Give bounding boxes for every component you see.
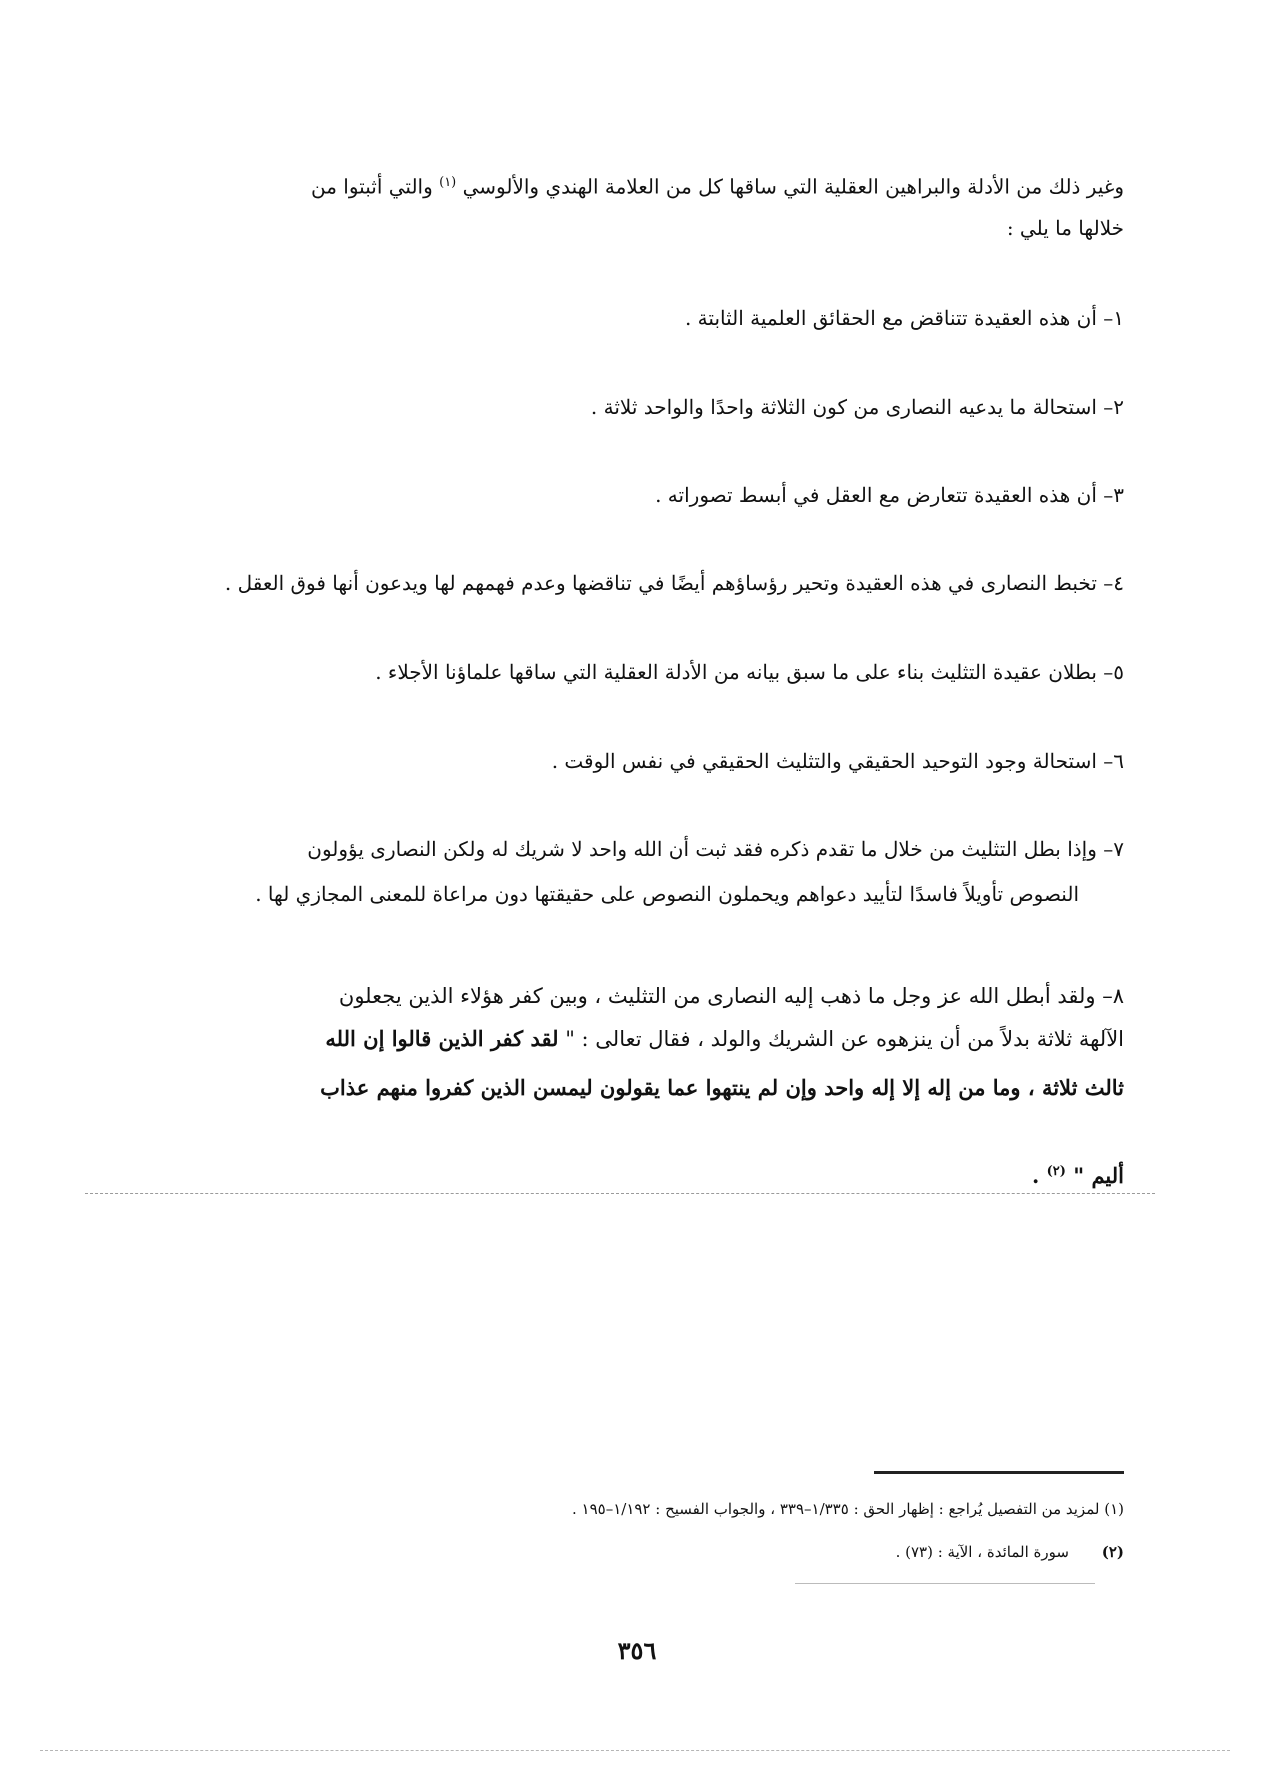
- footnote-2-text: سورة المائدة ، الآية : (٧٣) .: [895, 1543, 1069, 1561]
- quran-quote-start: لقد كفر الذين قالوا إن الله: [325, 1026, 559, 1051]
- footnote-ref-2: (٢): [1046, 1164, 1066, 1179]
- bottom-scan-dash: [40, 1750, 1230, 1751]
- footnote-1: (١) لمزيد من التفصيل يُراجع : إظهار الحق : ١/٣٣٥–٣٣٩ ، والجواب الفسيح : ١/١٩٢–١٩٥ .: [571, 1500, 1124, 1518]
- footnote-2-number: (٢): [1101, 1543, 1124, 1561]
- list-item-8-line-2: [325, 1024, 1124, 1054]
- list-item-6: ٦– استحالة وجود التوحيد الحقيقي والتثليث الحقيقي في نفس الوقت .: [551, 749, 1124, 773]
- list-item-7-line-2: النصوص تأويلاً فاسدًا لتأييد دعواهم ويحملون النصوص على حقيقتها دون مراعاة للمعنى المجازي لها .: [255, 882, 1079, 906]
- list-item-3: ٣– أن هذه العقيدة تتعارض مع العقل في أبسط تصوراته .: [655, 483, 1124, 507]
- list-item-4: ٤– تخبط النصارى في هذه العقيدة وتحير رؤساؤهم أيضًا في تناقضها وعدم فهمهم لها ويدعون أنها فوق العقل .: [224, 571, 1124, 595]
- intro-line-2: خلالها ما يلي :: [1006, 216, 1124, 240]
- page-number: ٣٥٦: [617, 1636, 657, 1665]
- intro-line-1: [311, 168, 1124, 202]
- intro-text: وغير ذلك من الأدلة والبراهين العقلية التي ساقها كل من العلامة الهندي والألوسي: [462, 174, 1124, 199]
- footnote-ref-1: (١): [439, 175, 457, 190]
- list-item-8-line-4: [1032, 1157, 1124, 1191]
- list-item-1: ١– أن هذه العقيدة تتناقض مع الحقائق العلمية الثابتة .: [684, 306, 1124, 330]
- quran-quote-end: أليم ": [1073, 1163, 1124, 1188]
- scan-line: [795, 1583, 1095, 1584]
- item-8-plain-text: الآلهة ثلاثة بدلاً من أن ينزهوه عن الشريك والولد ، فقال تعالى : ": [565, 1027, 1124, 1051]
- list-item-7-line-1: ٧– وإذا بطل التثليث من خلال ما تقدم ذكره فقد ثبت أن الله واحد لا شريك له ولكن النصارى يؤولون: [307, 837, 1124, 861]
- footnote-2: [896, 1541, 1124, 1563]
- list-item-8-line-3: ثالث ثلاثة ، وما من إله إلا إله واحد وإن لم ينتهوا عما يقولون ليمسن الذين كفروا منهم عذاب: [320, 1075, 1124, 1100]
- scan-dash-divider: [85, 1193, 1155, 1194]
- footnote-separator: [874, 1471, 1124, 1474]
- sentence-end: .: [1031, 1163, 1040, 1188]
- list-item-8-line-1: ٨– ولقد أبطل الله عز وجل ما ذهب إليه النصارى من التثليث ، وبين كفر هؤلاء الذين يجعلون: [338, 984, 1124, 1008]
- intro-text-end: والتي أثبتوا من: [311, 174, 433, 199]
- list-item-5: ٥– بطلان عقيدة التثليث بناء على ما سبق بيانه من الأدلة العقلية التي ساقها علماؤنا الأجلاء .: [375, 660, 1124, 684]
- list-item-2: ٢– استحالة ما يدعيه النصارى من كون الثلاثة واحدًا والواحد ثلاثة .: [590, 395, 1124, 419]
